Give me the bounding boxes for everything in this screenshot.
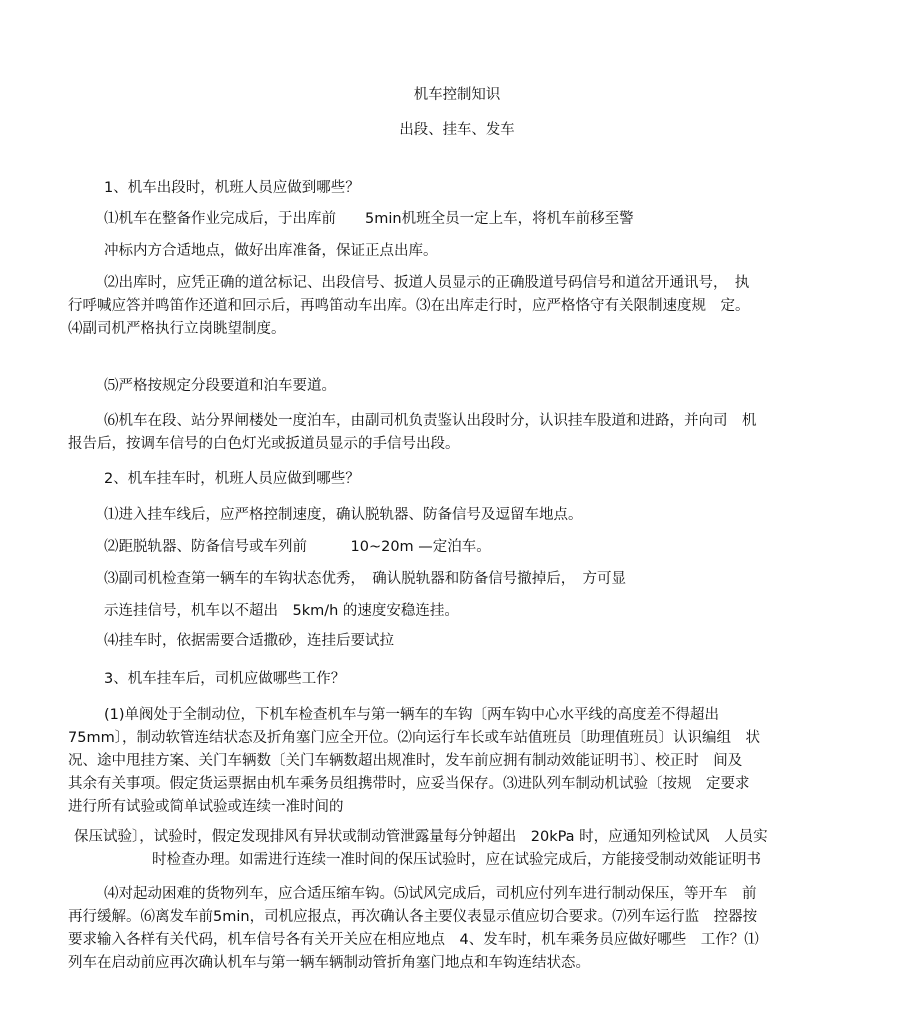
text-line: 行呼喊应答并鸣笛作还道和回示后，再鸣笛动车出库。⑶在出库走行时，应严格恪守有关限制速度规 定。 <box>68 298 750 314</box>
text-line: 其余有关事项。假定货运票据由机车乘务员组携带时，应妥当保存。⑶进队列车制动机试验〔按规 定要求 <box>68 776 750 792</box>
document-subtitle: 出段、挂车、发车 <box>399 122 515 138</box>
text-line: ⑴机车在整备作业完成后，于出库前 5min机班全员一定上车，将机车前移至警 <box>104 211 634 227</box>
text-line: ⑷副司机严格执行立岗眺望制度。 <box>68 321 286 337</box>
text-line: 再行缓解。⑹离发车前5min，司机应报点，再次确认各主要仪表显示值应切合要求。⑺列车运行监 控器按 <box>68 909 758 925</box>
text-line: 况、途中甩挂方案、关门车辆数〔关门车辆数超出规准时，发车前应拥有制动效能证明书〕、校正时 间及 <box>68 753 743 769</box>
text-line: 示连挂信号，机车以不超出 5km/h 的速度安稳连挂。 <box>104 603 459 619</box>
text-line: ⑹机车在段、站分界闸楼处一度泊车，由副司机负责鉴认出段时分，认识挂车股道和进路，并向司 机 <box>104 413 757 429</box>
text-line: ⑷挂车时，依据需要合适撒砂，连挂后要试拉 <box>104 633 394 649</box>
text-line: ⑵出库时，应凭正确的道岔标记、出段信号、扳道人员显示的正确股道号码信号和道岔开通讯号， 执 <box>104 275 750 291</box>
section-heading: 1、机车出段时，机班人员应做到哪些？ <box>104 180 360 196</box>
text-line: 保压试验〕，试验时，假定发现排风有异状或制动管泄露量每分钟超出 20kPa 时，应通知列检试风 人员实 <box>74 829 768 845</box>
text-line: ⑸严格按规定分段要道和泊车要道。 <box>104 378 336 394</box>
text-line: 报告后，按调车信号的白色灯光或扳道员显示的手信号出段。 <box>68 436 460 452</box>
text-line: 要求输入各样有关代码，机车信号各有关开关应在相应地点 4、发车时，机车乘务员应做好哪些 工作？⑴ <box>68 932 759 948</box>
text-line: 冲标内方合适地点，做好出库准备，保证正点出库。 <box>104 243 438 259</box>
text-line: ⑷对起动困难的货物列车，应合适压缩车钩。⑸试风完成后，司机应付列车进行制动保压，等开车 前 <box>104 886 757 902</box>
text-line: ⑶副司机检查第一辆车的车钩状态优秀， 确认脱轨器和防备信号撤掉后， 方可显 <box>104 571 626 587</box>
text-line: 75mm〕，制动软管连结状态及折角塞门应全开位。⑵向运行车长或车站值班员〔助理值班员〕认识编组 状 <box>68 730 760 746</box>
text-line: (1)单阀处于全制动位，下机车检查机车与第一辆车的车钩〔两车钩中心水平线的高度差不得超出 <box>104 707 720 723</box>
section-heading: 3、机车挂车后，司机应做哪些工作？ <box>104 671 346 687</box>
document-title: 机车控制知识 <box>413 87 501 103</box>
text-line: 列车在启动前应再次确认机车与第一辆车辆制动管折角塞门地点和车钩连结状态。 <box>68 955 590 971</box>
text-line: ⑴进入挂车线后，应严格控制速度，确认脱轨器、防备信号及逗留车地点。 <box>104 507 583 523</box>
text-line: 时检查办理。如需进行连续一准时间的保压试验时，应在试验完成后，方能接受制动效能证明书 <box>152 852 761 868</box>
section-heading: 2、机车挂车时，机班人员应做到哪些？ <box>104 471 360 487</box>
text-line: ⑵距脱轨器、防备信号或车列前 10~20m —定泊车。 <box>104 539 491 555</box>
text-line: 进行所有试验或简单试验或连续一准时间的 <box>68 799 344 815</box>
